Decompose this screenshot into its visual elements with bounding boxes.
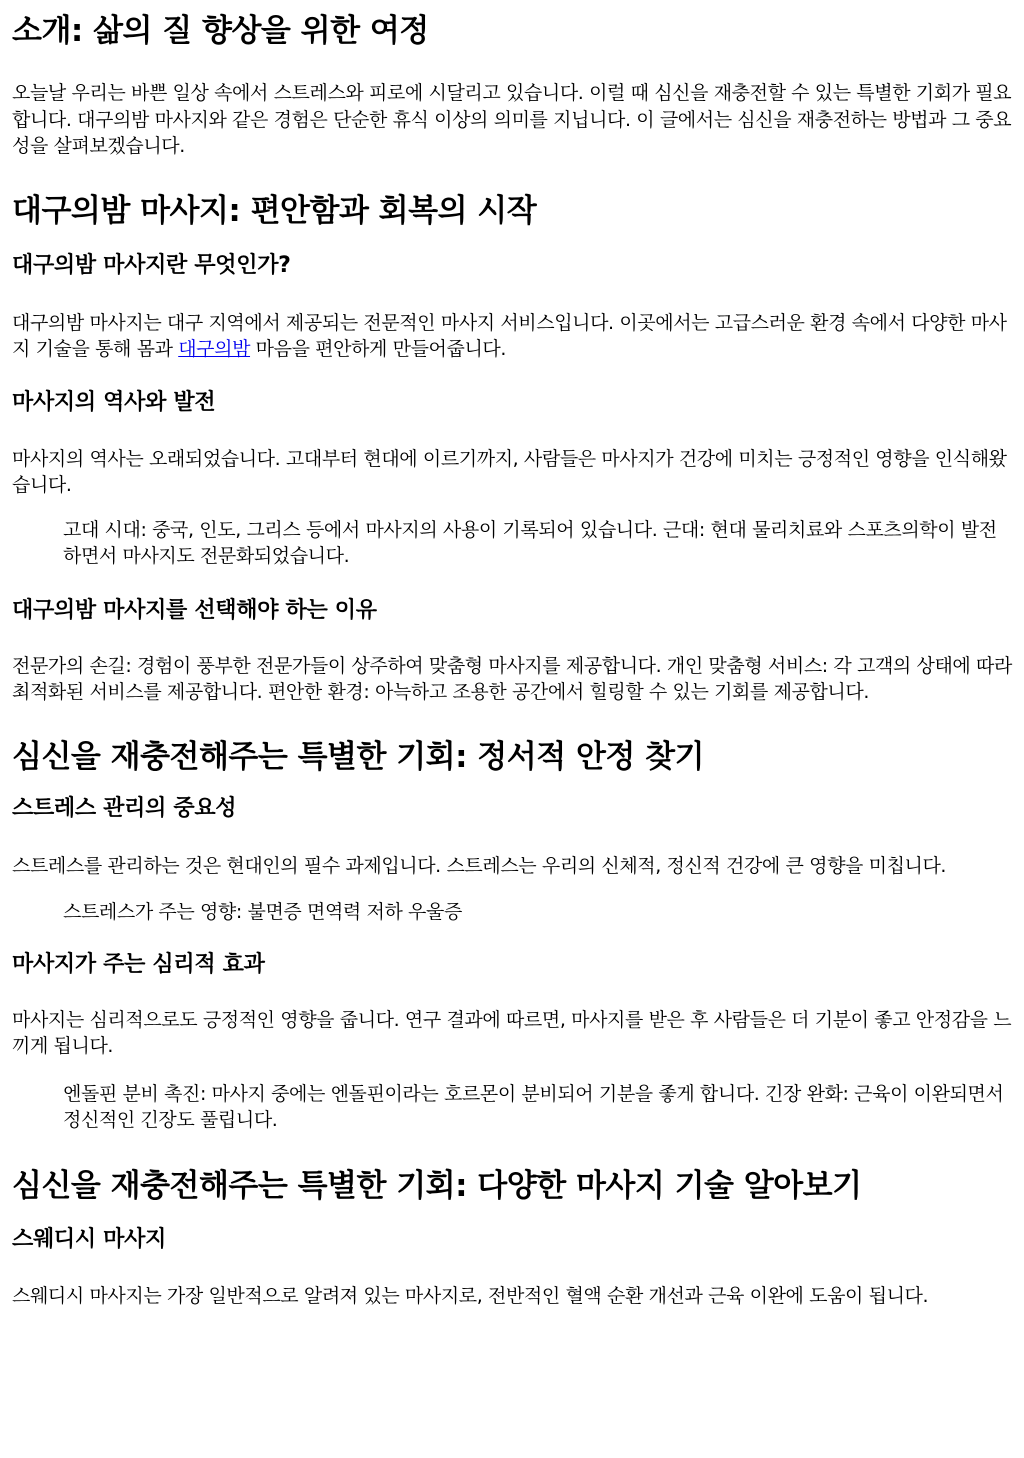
intro-paragraph: 오늘날 우리는 바쁜 일상 속에서 스트레스와 피로에 시달리고 있습니다. 이럴 때 심신을 재충전할 수 있는 특별한 기회가 필요합니다. 대구의밤 마사지와 같은 경험은 단순한 휴식 이상의 의미를 지닙니다. 이 글에서는 심신을 재충전하는 방법과 그 중요성을 살펴보겠습니다. (12, 82, 1012, 157)
intro-title: 소개: 삶의 질 향상을 위한 여정 (12, 13, 429, 49)
article (0, 12, 1024, 1309)
paragraph-stress-management: 스트레스를 관리하는 것은 현대인의 필수 과제입니다. 스트레스는 우리의 신체적, 정신적 건강에 큰 영향을 미칩니다. (12, 854, 947, 877)
heading-why-choose: 대구의밤 마사지를 선택해야 하는 이유 (12, 597, 377, 623)
daegu-night-link[interactable]: 대구의밤 (178, 338, 251, 360)
section-title-massage-techniques: 심신을 재충전해주는 특별한 기회: 다양한 마사지 기술 알아보기 (12, 1167, 862, 1204)
text-before-link: 대구의밤 마사지는 대구 지역에서 제공되는 전문적인 마사지 서비스입니다. 이곳에서는 고급스러운 환경 속에서 다양한 마사지 기술을 통해 몸과 (12, 311, 1007, 360)
heading-massage-history: 마사지의 역사와 발전 (12, 389, 216, 415)
heading-swedish-massage: 스웨디시 마사지 (12, 1226, 167, 1252)
quote-psychological-effect: 엔돌핀 분비 촉진: 마사지 중에는 엔돌핀이라는 호르몬이 분비되어 기분을 좋게 합니다. 긴장 완화: 근육이 이완되면서 정신적인 긴장도 풀립니다. (63, 1082, 1004, 1131)
paragraph-psychological-effect: 마사지는 심리적으로도 긍정적인 영향을 줍니다. 연구 결과에 따르면, 마사지를 받은 후 사람들은 더 기분이 좋고 안정감을 느끼게 됩니다. (12, 1008, 1012, 1057)
text-after-link: 마음을 편안하게 만들어줍니다. (250, 338, 506, 360)
quote-massage-history: 고대 시대: 중국, 인도, 그리스 등에서 마사지의 사용이 기록되어 있습니다. 근대: 현대 물리치료와 스포츠의학이 발전하면서 마사지도 전문화되었습니다. (63, 518, 997, 567)
heading-what-is-massage: 대구의밤 마사지란 무엇인가? (12, 252, 291, 278)
section-title-daegu-massage: 대구의밤 마사지: 편안함과 회복의 시작 (12, 192, 537, 229)
quote-stress-effects: 스트레스가 주는 영향: 불면증 면역력 저하 우울증 (63, 901, 462, 923)
section-title-emotional-stability: 심신을 재충전해주는 특별한 기회: 정서적 안정 찾기 (12, 738, 705, 775)
paragraph-massage-history: 마사지의 역사는 오래되었습니다. 고대부터 현대에 이르기까지, 사람들은 마사지가 건강에 미치는 긍정적인 영향을 인식해왔습니다. (12, 447, 1007, 496)
paragraph-what-is-massage (12, 310, 1012, 363)
paragraph-why-choose: 전문가의 손길: 경험이 풍부한 전문가들이 상주하여 맞춤형 마사지를 제공합니다. 개인 맞춤형 서비스: 각 고객의 상태에 따라 최적화된 서비스를 제공합니다. 편안한 환경: 아늑하고 조용한 공간에서 힐링할 수 있는 기회를 제공합니다. (12, 654, 1012, 703)
heading-stress-management: 스트레스 관리의 중요성 (12, 795, 237, 821)
heading-psychological-effect: 마사지가 주는 심리적 효과 (12, 951, 265, 977)
paragraph-swedish-massage: 스웨디시 마사지는 가장 일반적으로 알려져 있는 마사지로, 전반적인 혈액 순환 개선과 근육 이완에 도움이 됩니다. (12, 1284, 929, 1307)
